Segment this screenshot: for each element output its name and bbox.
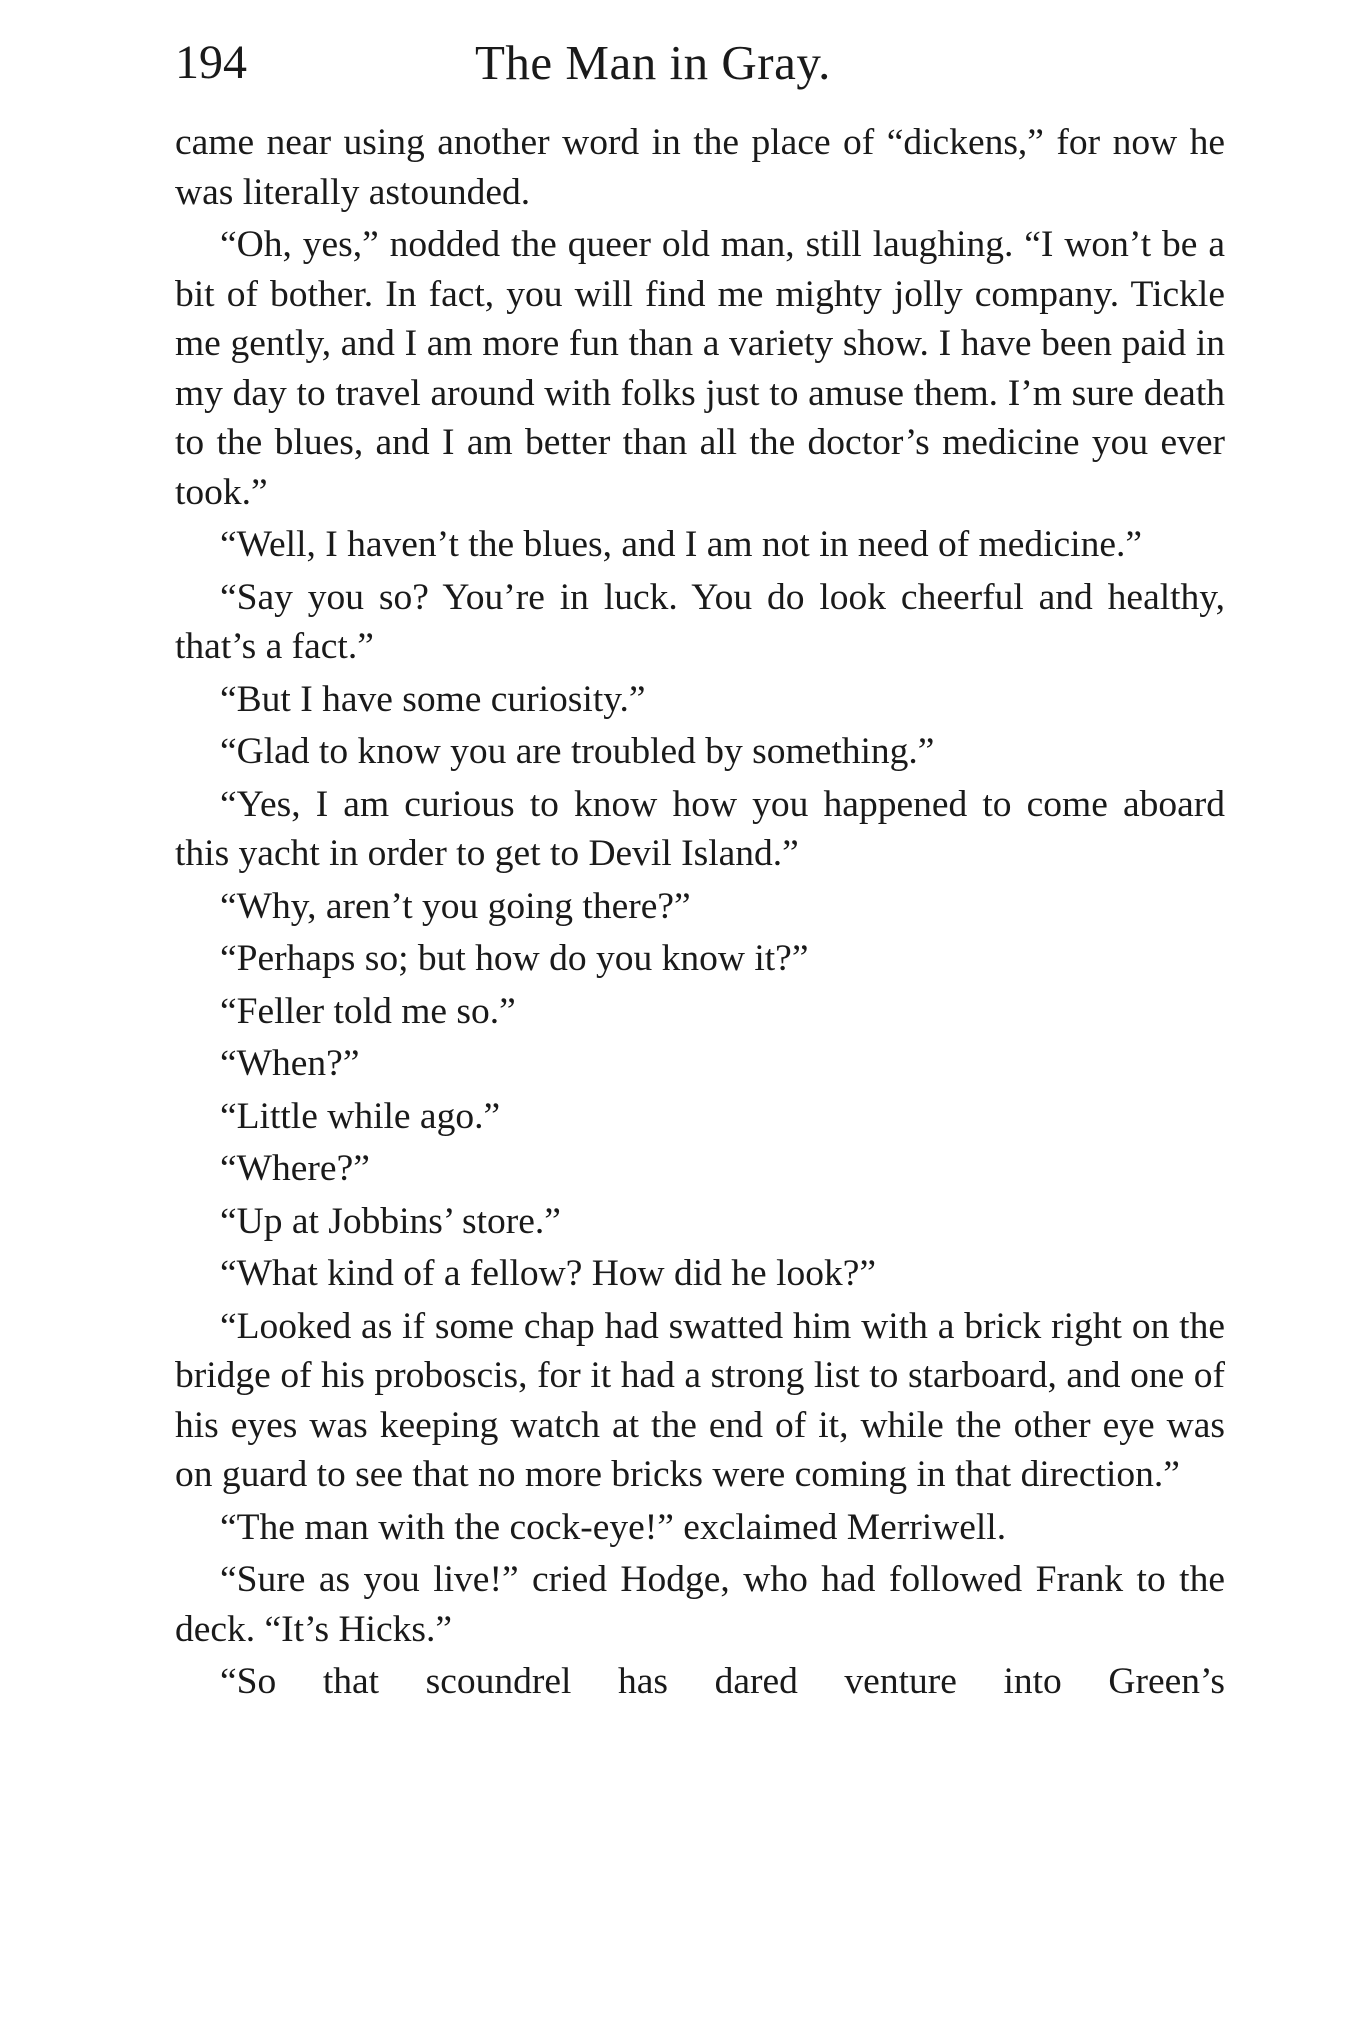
paragraph: “So that scoundrel has dared venture into Green’s — [220, 1661, 1225, 1702]
running-title: The Man in Gray. — [475, 35, 831, 90]
paragraph: “Say you so? You’re in luck. You do look cheerful and healthy, that’s a fact.” — [175, 576, 1225, 667]
paragraph: “Where?” — [220, 1148, 370, 1189]
paragraph: “Yes, I am curious to know how you happened to come aboard this yacht in order to get to Devil Island.” — [175, 783, 1225, 874]
paragraph: “When?” — [220, 1043, 360, 1084]
paragraph: “But I have some curiosity.” — [220, 678, 646, 720]
paragraph: “Glad to know you are troubled by something.” — [220, 731, 935, 772]
body-text — [175, 118, 1225, 1710]
paragraph: “Looked as if some chap had swatted him with a brick right on the bridge of his proboscis, for it had a strong list to starboard, and one of his eyes was keeping watch at the end of it, while the other eye was on guard to see that no more bricks were coming in that direction.” — [175, 1305, 1225, 1495]
paragraph: “Why, aren’t you going there?” — [220, 885, 691, 927]
paragraph: “Little while ago.” — [220, 1095, 501, 1137]
paragraph: “Sure as you live!” cried Hodge, who had followed Frank to the deck. “It’s Hicks.” — [175, 1559, 1225, 1650]
paragraph: “Oh, yes,” nodded the queer old man, still laughing. “I won’t be a bit of bother. In fact, you will find me mighty jolly company. Tickle me gently, and I am more fun than a variety show. I have been paid in my day to travel around with folks just to amuse them. I’m sure death to the blues, and I am better than all the doctor’s medicine you ever took.” — [175, 224, 1225, 513]
page-number: 194 — [175, 36, 247, 89]
paragraph: “Up at Jobbins’ store.” — [220, 1200, 561, 1242]
paragraph: “Perhaps so; but how do you know it?” — [220, 938, 809, 979]
paragraph: came near using another word in the place of “dickens,” for now he was literally astounded. — [175, 122, 1225, 213]
paragraph: “The man with the cock-eye!” exclaimed Merriwell. — [220, 1506, 1007, 1548]
paragraph: “Feller told me so.” — [220, 990, 516, 1032]
paragraph: “Well, I haven’t the blues, and I am not in need of medicine.” — [220, 524, 1143, 565]
paragraph: “What kind of a fellow? How did he look?” — [220, 1253, 877, 1294]
running-head — [175, 28, 1225, 98]
